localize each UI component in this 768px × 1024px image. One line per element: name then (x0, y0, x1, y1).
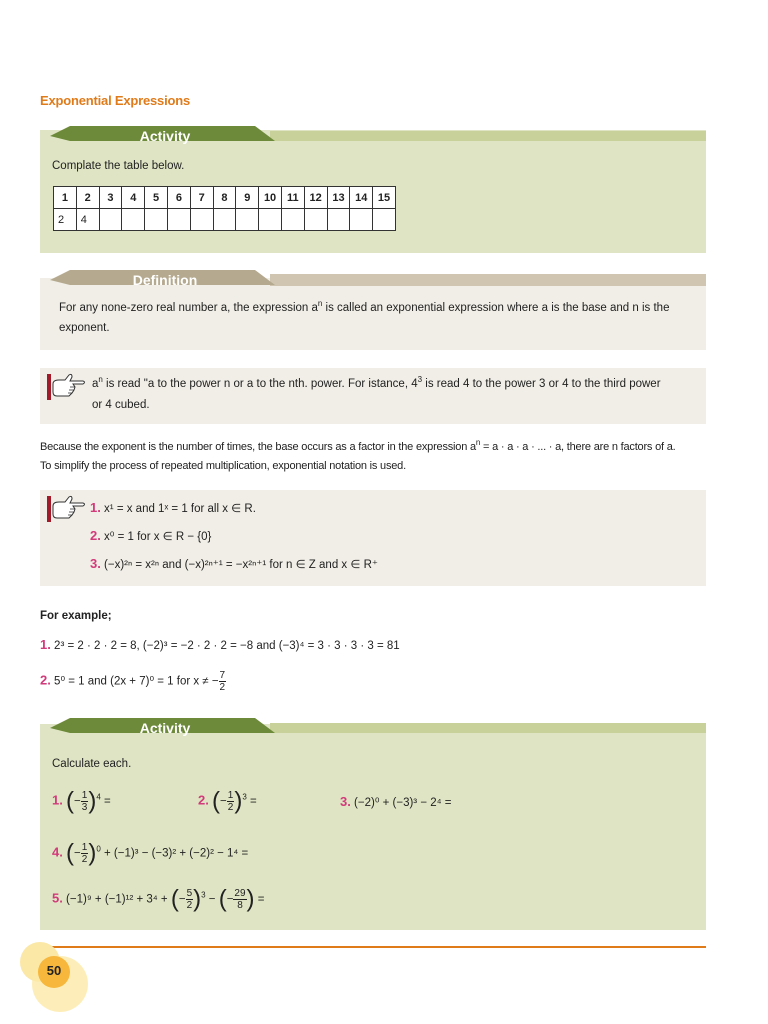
example-number: 1. (40, 637, 51, 652)
fraction (186, 888, 194, 911)
table-cell[interactable] (259, 209, 282, 231)
question-number: 3. (340, 794, 351, 809)
minus-sign: − (220, 795, 227, 808)
rule-item (90, 498, 256, 519)
note1-sup3: 3 (417, 375, 423, 384)
table-cell: 5 (145, 187, 168, 209)
exponent: 4 (96, 792, 101, 802)
close-paren: ) (88, 839, 97, 867)
open-paren: ( (66, 839, 75, 867)
fraction (219, 670, 227, 693)
table-cell[interactable] (350, 209, 373, 231)
question-3 (340, 792, 452, 813)
fraction-denominator: 2 (186, 900, 193, 911)
fraction-denominator: 2 (227, 802, 234, 813)
fraction-denominator: 2 (219, 682, 226, 693)
open-paren: ( (66, 787, 75, 815)
table-cell: 10 (259, 187, 282, 209)
rule-item (90, 526, 211, 547)
table-cell: 2 (54, 209, 77, 231)
note1-a: a (92, 378, 99, 390)
rule-item (90, 554, 378, 575)
minus-sign: − (208, 893, 216, 906)
rule-number: 1. (90, 500, 101, 515)
fraction-numerator: 1 (227, 790, 234, 801)
activity-label: Activity (139, 128, 191, 144)
close-paren: ) (246, 885, 255, 913)
paragraph-line1a: Because the exponent is the number of times, the base occurs as a factor in the expression a (40, 441, 476, 453)
paragraph-line1 (40, 437, 760, 457)
table-cell[interactable] (190, 209, 213, 231)
activity-banner-2 (40, 718, 706, 738)
section-title: Exponential Expressions (40, 93, 191, 108)
open-paren: ( (212, 787, 221, 815)
definition-line1: For any none-zero real number a, the expression a (59, 302, 318, 314)
pointing-hand-icon (47, 494, 87, 527)
table-cell: 4 (76, 209, 99, 231)
question-number: 1. (52, 792, 63, 808)
open-paren: ( (218, 885, 227, 913)
definition-text (59, 298, 699, 318)
question-5: 5. (−1)⁹ + (−1)¹² + 3⁴ + (− $\frac{5}{2}$ )$^3$ − (− $\frac{29}{8}$ ) = (52, 885, 265, 913)
example-2 (40, 670, 226, 693)
table-cell[interactable] (122, 209, 145, 231)
table-cell[interactable] (167, 209, 190, 231)
table-cell: 2 (76, 187, 99, 209)
rule-number: 2. (90, 528, 101, 543)
table-cell: 11 (281, 187, 304, 209)
fraction-numerator: 5 (186, 888, 193, 899)
question-4 (52, 839, 249, 867)
note1-text1: is read "a to the power n or a to the nth. power. For istance, 4 (102, 378, 418, 390)
page-number: 50 (46, 963, 62, 978)
definition-label: Definition (132, 272, 198, 288)
definition-sup: n (317, 299, 323, 308)
question-text: (−2)⁰ + (−3)³ − 2⁴ = (354, 797, 452, 809)
question-number: 5. (52, 890, 63, 906)
table-cell: 12 (304, 187, 327, 209)
note1-line1 (92, 374, 702, 394)
rule-number: 3. (90, 556, 101, 571)
table-cell: 1 (54, 187, 77, 209)
activity-label: Activity (139, 720, 191, 736)
definition-banner (40, 270, 706, 290)
close-paren: ) (88, 787, 97, 815)
minus-sign: − (74, 795, 81, 808)
paragraph-line1b: = a · a · a · ... · a, there are n factors of a. (480, 441, 676, 453)
question-text: (−1)⁹ + (−1)¹² + 3⁴ + (66, 893, 168, 906)
table-cell: 13 (327, 187, 350, 209)
fraction-numerator: 1 (81, 790, 88, 801)
example-number: 2. (40, 672, 51, 688)
minus-sign: − (178, 893, 186, 906)
table-cell[interactable] (145, 209, 168, 231)
activity-banner-1 (40, 126, 706, 146)
close-paren: ) (193, 885, 202, 913)
exponent: 0 (96, 844, 101, 854)
fraction-denominator: 3 (81, 802, 88, 813)
exponent: 3 (242, 792, 247, 802)
exponent: 3 (201, 890, 206, 900)
pointing-hand-icon (47, 372, 87, 405)
minus-sign: − (74, 847, 81, 860)
fraction-numerator: 29 (234, 888, 246, 899)
footer-line (40, 946, 706, 948)
exponent-table (53, 186, 396, 231)
activity2-instruction: Calculate each. (52, 758, 132, 770)
fraction-numerator: 1 (81, 842, 88, 853)
table-cell: 15 (373, 187, 396, 209)
table-cell[interactable] (236, 209, 259, 231)
table-cell: 14 (350, 187, 373, 209)
question-text: + (−1)³ − (−3)² + (−2)² − 1⁴ = (103, 847, 249, 860)
table-cell: 6 (167, 187, 190, 209)
fraction-denominator: 8 (237, 900, 243, 911)
minus-sign: − (226, 893, 234, 906)
definition-line2: exponent. (59, 322, 110, 334)
example-1 (40, 635, 400, 656)
table-value-row (54, 209, 396, 231)
note1-sup-n: n (98, 375, 103, 384)
question-2: 2. (− $\frac{1}{2}$ )$^3$ = (198, 787, 257, 815)
question-number: 4. (52, 844, 63, 860)
examples-heading: For example; (40, 610, 112, 622)
fraction-numerator: 7 (219, 670, 226, 681)
table-cell: 9 (236, 187, 259, 209)
definition-line1b: is called an exponential expression where a is the base and n is the (322, 302, 670, 314)
fraction (233, 888, 246, 911)
table-cell[interactable] (304, 209, 327, 231)
table-cell[interactable] (99, 209, 122, 231)
table-cell: 4 (122, 187, 145, 209)
table-cell: 8 (213, 187, 236, 209)
table-cell: 3 (99, 187, 122, 209)
table-cell[interactable] (327, 209, 350, 231)
rule-text: x¹ = x and 1ˣ = 1 for all x ∈ R. (104, 503, 256, 515)
table-cell[interactable] (213, 209, 236, 231)
example-text: 2³ = 2 · 2 · 2 = 8, (−2)³ = −2 · 2 · 2 = −8 and (−3)⁴ = 3 · 3 · 3 · 3 = 81 (54, 640, 400, 652)
rule-text: (−x)²ⁿ = x²ⁿ and (−x)²ⁿ⁺¹ = −x²ⁿ⁺¹ for n ∈ Z and x ∈ R⁺ (104, 559, 378, 571)
paragraph-line2: To simplify the process of repeated multiplication, exponential notation is used. (40, 460, 406, 472)
note1-line2: or 4 cubed. (92, 399, 150, 411)
close-paren: ) (234, 787, 243, 815)
note1-text1b: is read 4 to the power 3 or 4 to the third power (422, 378, 661, 390)
table-cell: 7 (190, 187, 213, 209)
rule-text: x⁰ = 1 for x ∈ R − {0} (104, 531, 212, 543)
example-text: 5⁰ = 1 and (2x + 7)⁰ = 1 for x ≠ − (54, 675, 219, 688)
open-paren: ( (170, 885, 179, 913)
paragraph-sup: n (475, 438, 481, 447)
table-cell[interactable] (373, 209, 396, 231)
question-number: 2. (198, 792, 209, 808)
activity-instruction: Complate the table below. (52, 160, 185, 172)
table-header-row (54, 187, 396, 209)
fraction-denominator: 2 (81, 854, 88, 865)
table-cell[interactable] (281, 209, 304, 231)
question-1: 1. (− $\frac{1}{3}$ )$^4$ = (52, 787, 111, 815)
